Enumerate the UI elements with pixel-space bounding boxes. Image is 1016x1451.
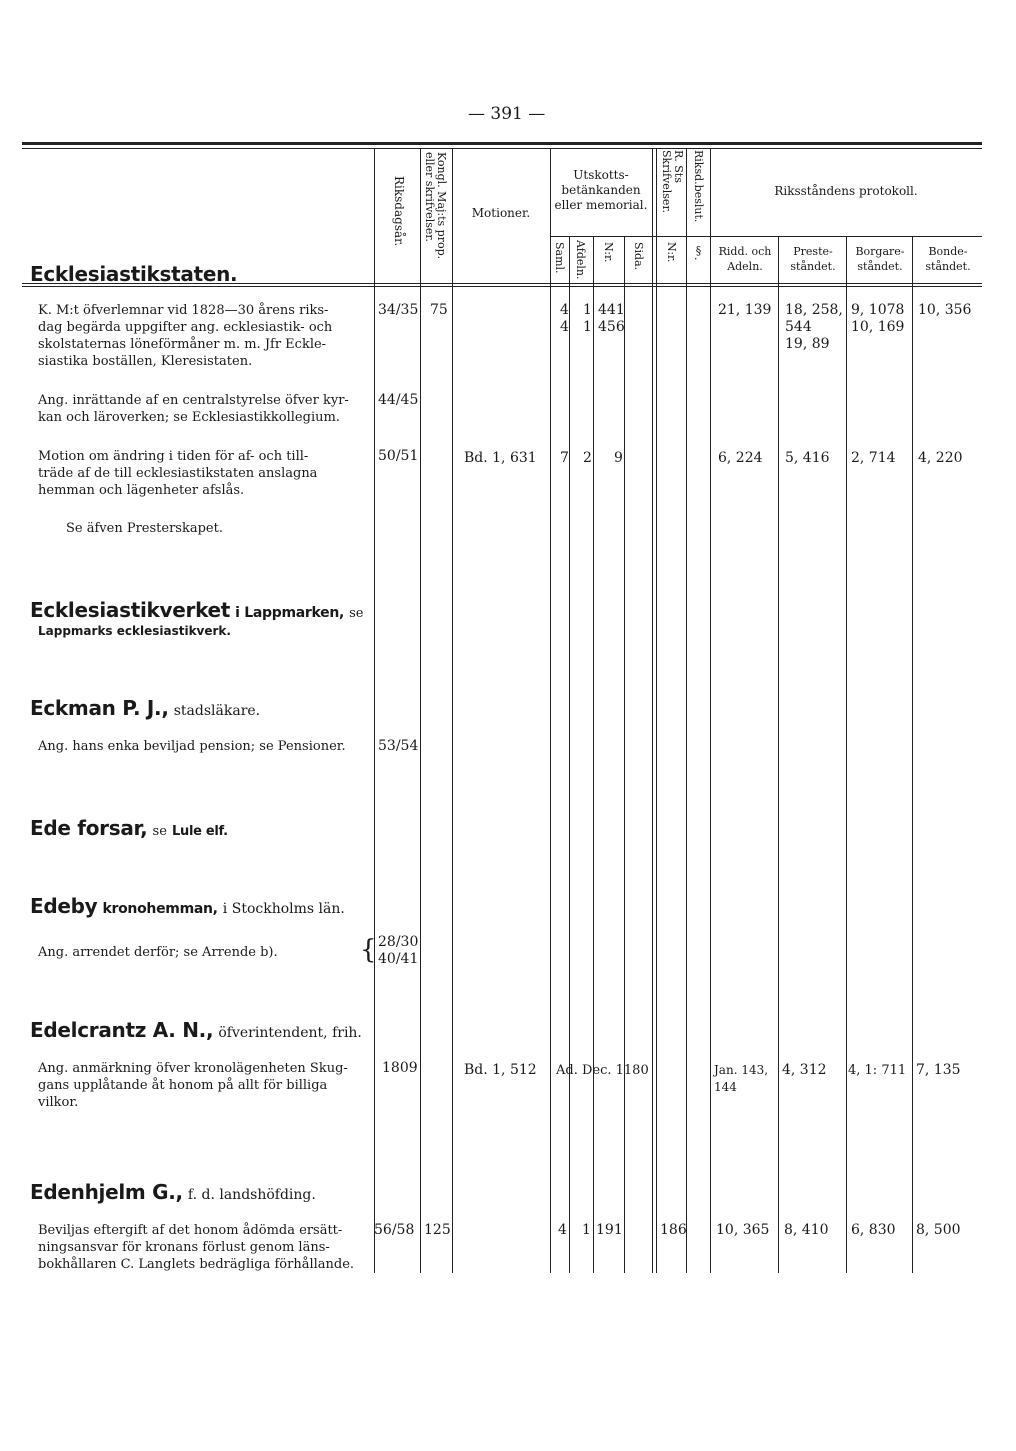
afdeln-cell: 1 (582, 1222, 591, 1238)
entry-heading-line (30, 1180, 316, 1204)
saml-cell: 4 4 (560, 302, 569, 335)
ridd-cell: Jan. 143, 144 (714, 1063, 769, 1094)
bonde-cell: 7, 135 (916, 1062, 961, 1078)
entry-heading-rest: stadsläkare. (173, 703, 261, 719)
col-line (624, 236, 625, 1273)
year-cell: 53/54 (378, 738, 419, 754)
year-cell: 34/35 (378, 302, 419, 318)
col-header-saml: Saml. (553, 242, 566, 274)
entry-heading-line (30, 894, 345, 918)
entry-heading-line (30, 816, 228, 840)
col-line (550, 148, 551, 1273)
bonde-cell: 8, 500 (916, 1222, 961, 1238)
entry-heading: Edenhjelm G., (30, 1180, 183, 1204)
rsts-cell: 186 (660, 1222, 687, 1238)
col-line (778, 236, 779, 1273)
col-line (374, 148, 375, 1273)
preste-cell: 18, 258, 544 19, 89 (785, 302, 843, 352)
col-header-bonde: Bonde- ståndet. (925, 245, 971, 273)
col-line (912, 236, 913, 1273)
kongl-cell: 75 (430, 302, 448, 318)
col-line (652, 148, 653, 1273)
utskott-cell: Ad. Dec. 1180 (556, 1063, 649, 1078)
nr-cell: 441 456 (598, 302, 625, 335)
entry-text: Beviljas eftergift af det honom ådömda ersätt- ningsansvar för kronans förlust genom läns- bokhållaren C. Langlets bedrägliga förhållande. (38, 1223, 355, 1272)
borgare-cell: 6, 830 (851, 1222, 896, 1238)
entry-heading-line (30, 696, 260, 720)
col-header-riksd-beslut: Riksd.beslut. (692, 150, 705, 223)
entry-text: Motion om ändring i tiden för af- och till- träde af de till ecklesiastikstaten anslagna hemman och lägenheter afslås. (38, 449, 318, 498)
entry-heading-rest: öfverintendent, frih. (218, 1025, 362, 1041)
entry-heading-ref: Lappmarks ecklesiastikverk. (38, 624, 231, 638)
page-number: — 391 — (468, 104, 546, 124)
col-header-afdeln: Afdeln. (574, 240, 587, 280)
motion-cell: Bd. 1, 512 (464, 1062, 537, 1078)
col-header-paragraph: §. (692, 244, 705, 261)
col-line (452, 148, 453, 1273)
entry-heading-rest: i Lappmarken, (235, 605, 345, 621)
entry-see: se (152, 824, 167, 839)
preste-cell: 8, 410 (784, 1222, 829, 1238)
year-cell: 1809 (382, 1060, 418, 1076)
col-line (710, 148, 711, 1273)
entry-text: Ang. inrättande af en centralstyrelse öfver kyr- kan och läroverken; se Ecklesiastikkollegium. (38, 393, 349, 425)
year-cell: 56/58 (374, 1222, 415, 1238)
top-rule-thin (22, 148, 982, 149)
col-header-borgare: Borgare- ståndet. (855, 245, 905, 273)
year-cell: 50/51 (378, 448, 419, 464)
see-also: Se äfven Presterskapet. (66, 521, 223, 536)
entry-heading-line (30, 1018, 362, 1042)
col-header-rsts-nr: N:r. (665, 242, 678, 263)
bonde-cell: 4, 220 (918, 450, 963, 466)
entry-heading: Eckman P. J., (30, 696, 169, 720)
kongl-cell: 125 (424, 1222, 451, 1238)
saml-cell: 7 (560, 450, 569, 466)
entry-heading-bold: kronohemman, (102, 901, 218, 917)
entry-heading-ref: Lule elf. (172, 824, 228, 839)
borgare-cell: 2, 714 (851, 450, 896, 466)
col-header-rsts: R. Sts Skrifvelser. (660, 150, 685, 213)
entry-heading: Ecklesiastikstaten. (30, 262, 238, 286)
col-header-protokoll: Riksståndens protokoll. (774, 184, 918, 198)
brace-icon: { (360, 935, 377, 965)
col-header-sida: Sida. (632, 242, 645, 271)
entry-text: K. M:t öfverlemnar vid 1828—30 årens riks- dag begärda uppgifter ang. ecklesiastik- och skolstaternas löneförmåner m. m. Jfr Eckle- siastika boställen, Kleresistaten. (38, 303, 333, 369)
ridd-cell: 10, 365 (716, 1222, 770, 1238)
year-cell: 44/45 (378, 392, 419, 408)
borgare-cell: 9, 1078 10, 169 (851, 302, 905, 335)
col-line (656, 148, 657, 1273)
col-line (569, 236, 570, 1273)
ridd-cell: 6, 224 (718, 450, 763, 466)
col-line (420, 148, 421, 1273)
entry-heading: Ecklesiastikverket (30, 598, 231, 622)
afdeln-cell: 2 (583, 450, 592, 466)
entry-heading: Ede forsar, (30, 816, 148, 840)
entry-text: Ang. arrendet derför; se Arrende b). (38, 945, 278, 960)
header-bottom-rule-2 (22, 286, 982, 287)
col-header-kongl: Kongl. Maj:ts prop. eller skrifvelser. (423, 152, 448, 260)
nr-cell: 9 (614, 450, 623, 466)
afdeln-cell: 1 1 (583, 302, 592, 335)
entry-heading-rest: i Stockholms län. (222, 901, 345, 917)
col-header-utskott: Utskotts- betänkanden eller memorial. (554, 168, 648, 212)
col-header-preste: Preste- ståndet. (790, 245, 836, 273)
year-cell: 28/30 40/41 (378, 934, 419, 967)
col-header-motioner: Motioner. (471, 206, 531, 220)
col-line (846, 236, 847, 1273)
col-line (593, 236, 594, 1273)
preste-cell: 5, 416 (785, 450, 830, 466)
entry-heading: Edelcrantz A. N., (30, 1018, 214, 1042)
entry-text: Ang. anmärkning öfver kronolägenheten Skug- gans upplåtande åt honom på allt för billiga vilkor. (38, 1061, 348, 1110)
preste-cell: 4, 312 (782, 1062, 827, 1078)
col-header-ridd: Ridd. och Adeln. (718, 245, 772, 273)
entry-text: Ang. hans enka beviljad pension; se Pensioner. (38, 739, 346, 754)
borgare-cell: 4, 1: 711 (848, 1063, 907, 1078)
entry-see: se (349, 606, 364, 621)
bonde-cell: 10, 356 (918, 302, 972, 318)
nr-cell: 191 (596, 1222, 623, 1238)
top-rule (22, 142, 982, 145)
entry-heading: Edeby (30, 894, 98, 918)
ridd-cell: 21, 139 (718, 302, 772, 318)
col-header-nr: N:r. (602, 242, 615, 263)
col-header-riksdagsar: Riksdagsår. (392, 176, 406, 247)
motion-cell: Bd. 1, 631 (464, 450, 537, 466)
col-line (686, 148, 687, 1273)
saml-cell: 4 (558, 1222, 567, 1238)
entry-heading-line (30, 598, 363, 622)
entry-heading-rest: f. d. landshöfding. (187, 1187, 316, 1203)
